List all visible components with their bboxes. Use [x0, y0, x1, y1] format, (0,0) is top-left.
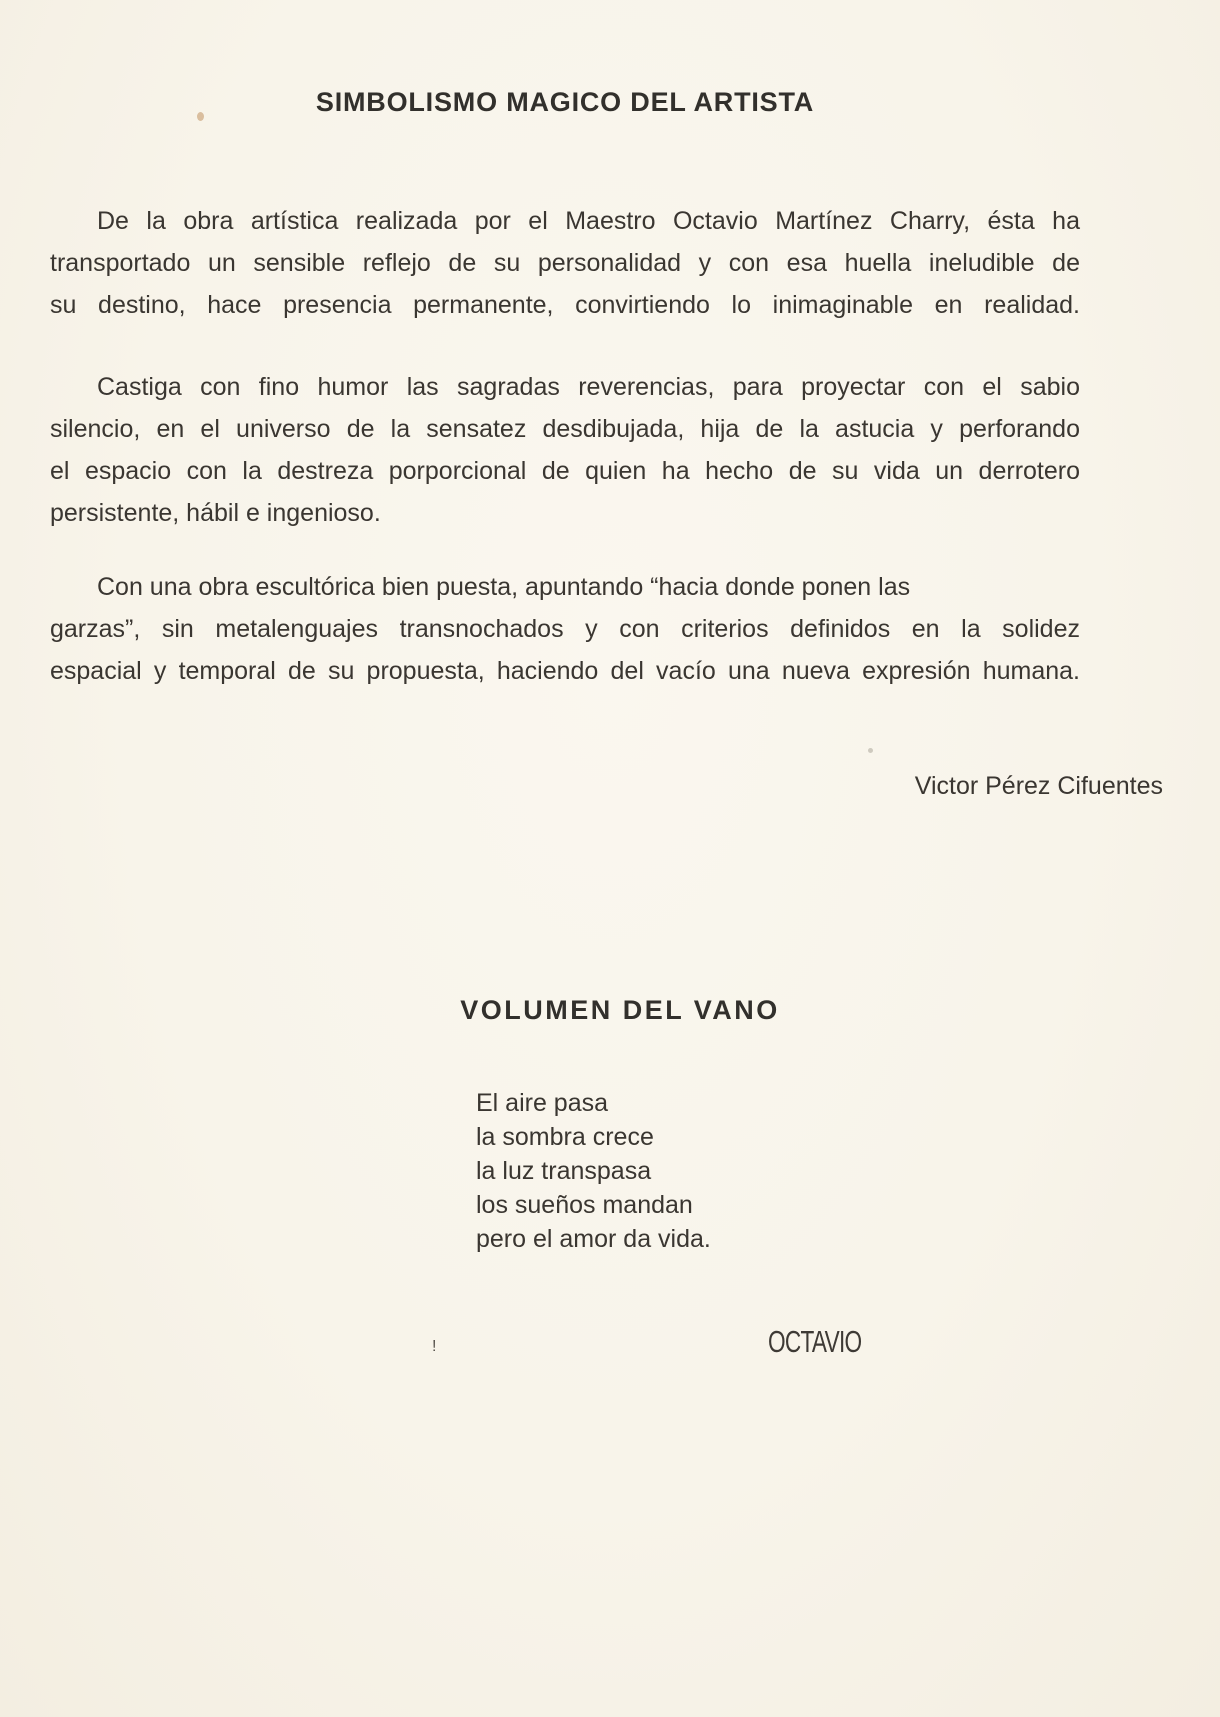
text-line: espacial y temporal de su propuesta, haciendo del vacío una nueva expresión humana. — [50, 657, 1080, 685]
paragraph-3 — [50, 566, 1080, 692]
text-line: El aire pasa — [476, 1089, 609, 1117]
paper-speck — [868, 748, 873, 753]
text-line: la sombra crece — [476, 1123, 654, 1151]
poem-body — [476, 1086, 711, 1256]
page-title: SIMBOLISMO MAGICO DEL ARTISTA — [315, 87, 815, 117]
poem-title: VOLUMEN DEL VANO — [460, 995, 780, 1025]
author-byline: Victor Pérez Cifuentes — [914, 772, 1163, 800]
text-line: transportado un sensible reflejo de su personalidad y con esa huella ineludible de — [50, 249, 1080, 277]
text-line: Con una obra escultórica bien puesta, apuntando “hacia donde ponen las — [97, 573, 911, 601]
text-line: su destino, hace presencia permanente, convirtiendo lo inimaginable en realidad. — [50, 291, 1080, 319]
paragraph-1 — [50, 200, 1080, 326]
text-line: Castiga con fino humor las sagradas reverencias, para proyectar con el sabio — [97, 373, 1080, 401]
text-line: silencio, en el universo de la sensatez desdibujada, hija de la astucia y perforando — [50, 415, 1080, 443]
text-line: pero el amor da vida. — [476, 1225, 711, 1253]
paper-speck — [197, 112, 204, 121]
text-line: los sueños mandan — [476, 1191, 693, 1219]
text-line: persistente, hábil e ingenioso. — [50, 499, 381, 527]
poem-signature: OCTAVIO — [768, 1324, 862, 1359]
text-line: De la obra artística realizada por el Maestro Octavio Martínez Charry, ésta ha — [97, 207, 1080, 235]
text-line: el espacio con la destreza porporcional de quien ha hecho de su vida un derrotero — [50, 457, 1080, 485]
paragraph-2 — [50, 366, 1080, 534]
ink-mark-artifact: ! — [432, 1338, 437, 1355]
text-line: garzas”, sin metalenguajes transnochados y con criterios definidos en la solidez — [50, 615, 1080, 643]
text-line: la luz transpasa — [476, 1157, 652, 1185]
